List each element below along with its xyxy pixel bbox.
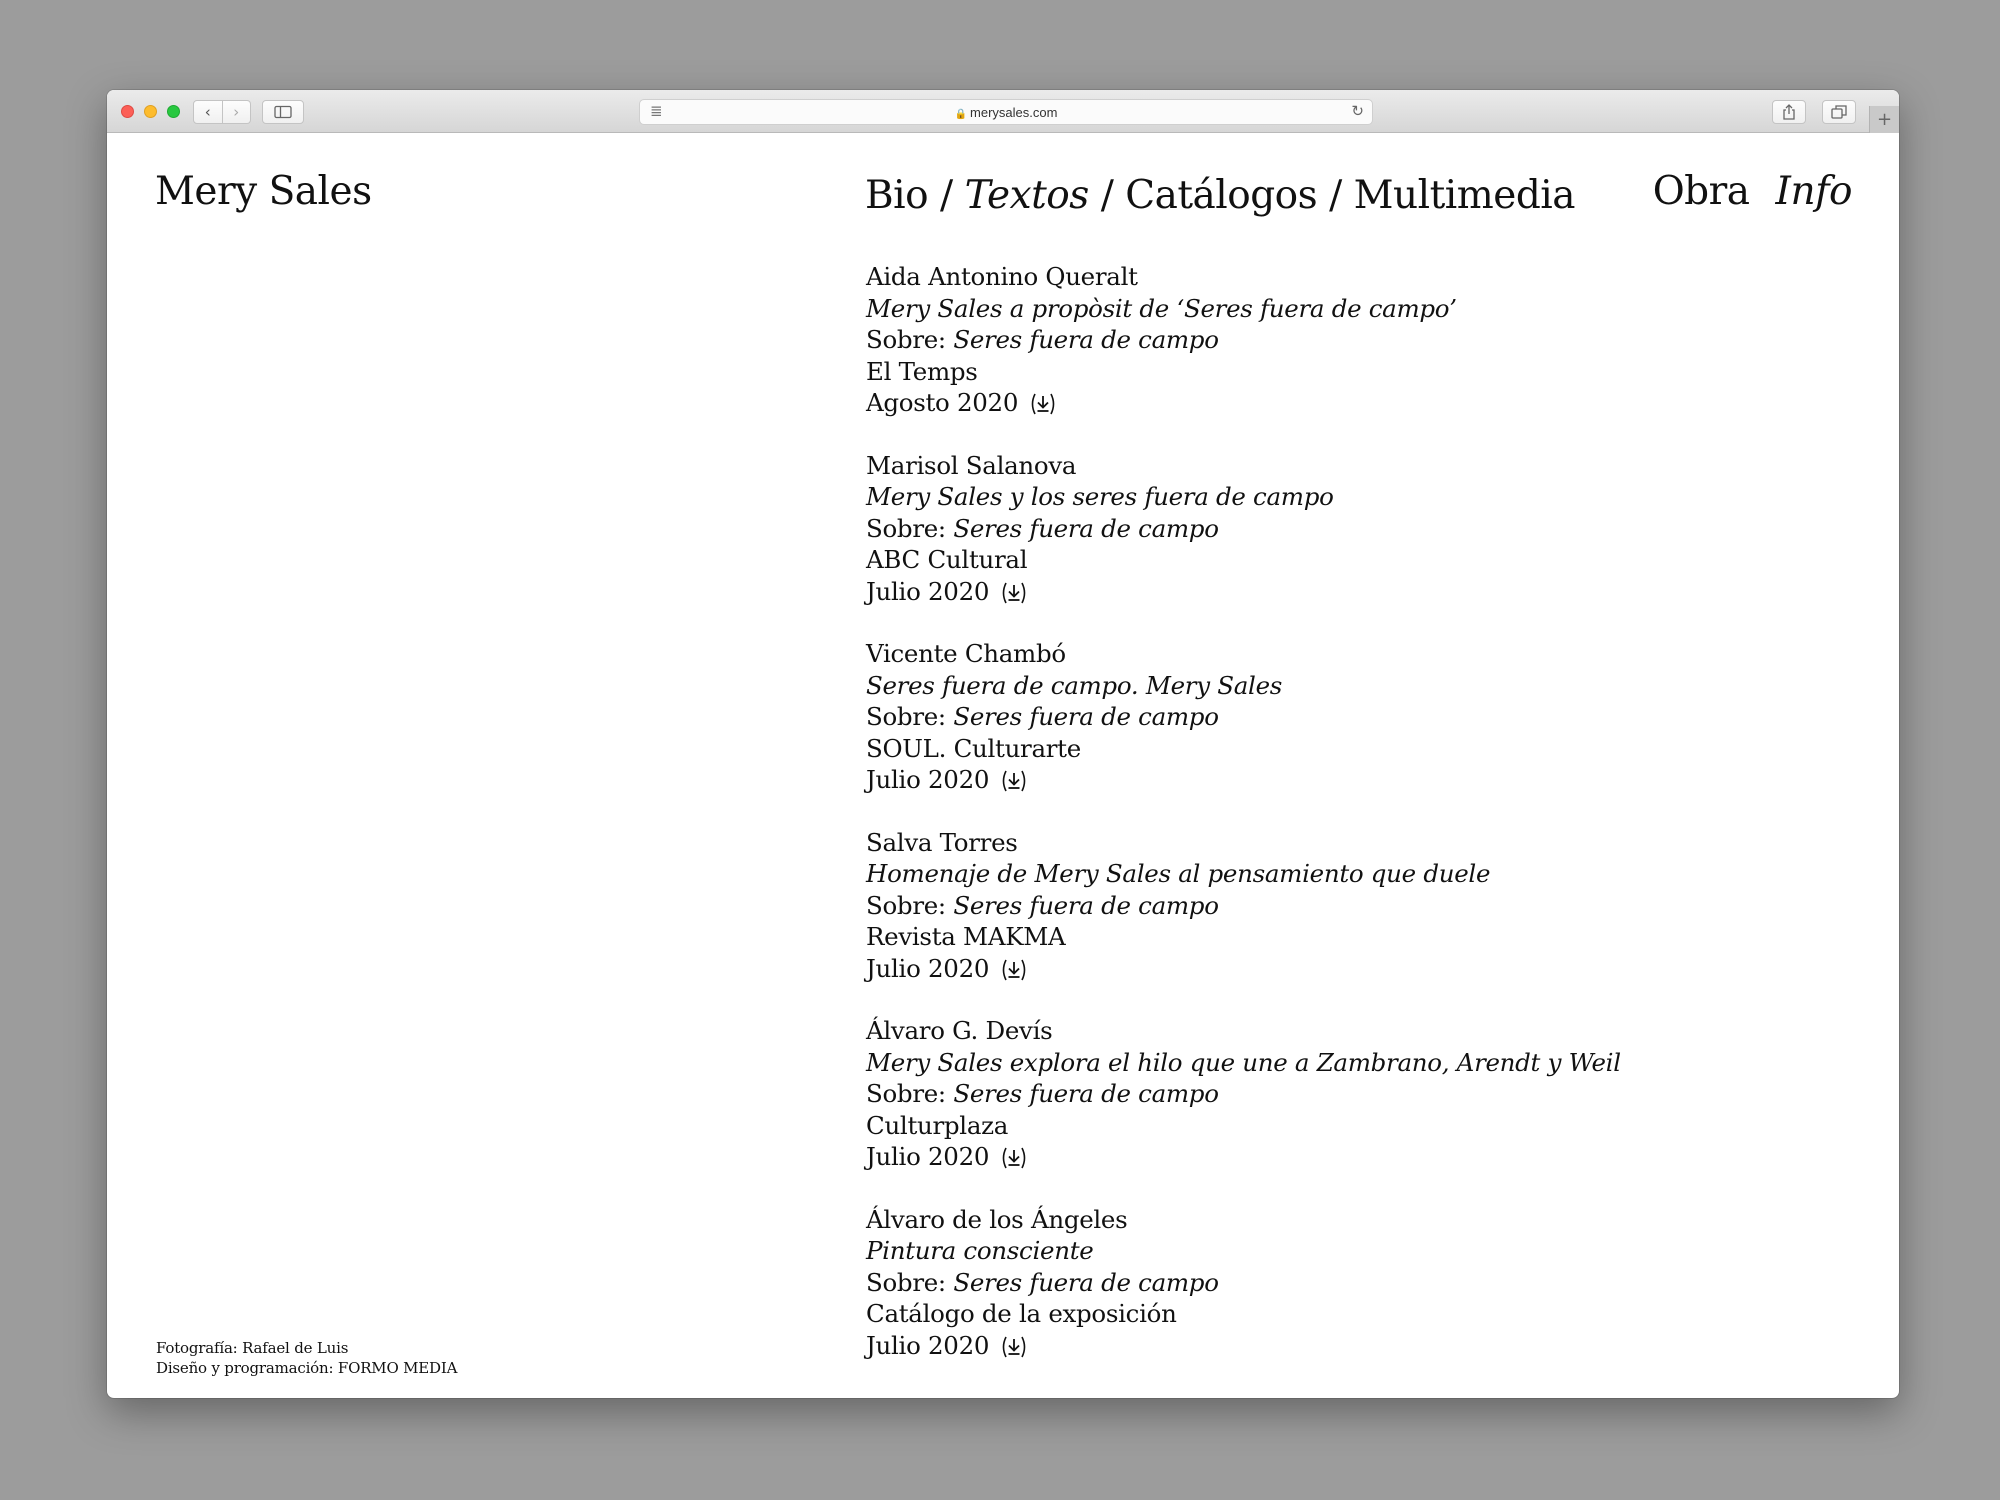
entry-subject-line: [866, 1267, 1806, 1299]
entry-subject: Seres fuera de campo: [953, 325, 1219, 354]
entry-date-line: [866, 576, 1806, 608]
section-subnav: [865, 173, 1575, 218]
subnav-separator: /: [1088, 173, 1126, 218]
zoom-window-button[interactable]: [167, 105, 180, 118]
subnav-separator: /: [1317, 173, 1354, 218]
design-credit: Diseño y programación: FORMO MEDIA: [156, 1359, 458, 1377]
download-icon[interactable]: [999, 769, 1029, 791]
photo-credit: Fotografía: Rafael de Luis: [156, 1339, 349, 1357]
entry-title: Seres fuera de campo. Mery Sales: [866, 670, 1283, 700]
entry-publication: Revista MAKMA: [866, 922, 1066, 951]
text-entry: [866, 261, 1806, 419]
entry-title: Mery Sales explora el hilo que une a Zambrano, Arendt y Weil: [866, 1047, 1621, 1077]
back-button[interactable]: [193, 100, 223, 124]
entry-date: Julio 2020: [866, 765, 990, 794]
subnav-separator: /: [928, 173, 965, 218]
entry-date: Julio 2020: [866, 953, 990, 983]
entry-subject: Seres fuera de campo: [953, 513, 1219, 543]
entry-subject-prefix: Sobre:: [866, 702, 954, 731]
nav-info-link[interactable]: Info: [1775, 169, 1852, 214]
plus-icon: +: [1876, 109, 1893, 130]
entry-subject-line: [866, 513, 1806, 545]
url-display: [640, 105, 1372, 120]
history-nav: [193, 100, 251, 124]
nav-obra-link[interactable]: Obra: [1652, 169, 1750, 214]
subnav-bio-link[interactable]: Bio: [865, 173, 929, 218]
text-entry: [866, 450, 1806, 608]
entry-subject: Seres fuera de campo: [953, 1079, 1219, 1108]
subnav-multimedia-link[interactable]: Multimedia: [1353, 173, 1576, 218]
entry-title: Mery Sales y los seres fuera de campo: [866, 482, 1334, 511]
entry-date-line: [866, 764, 1806, 796]
entry-publication: El Temps: [866, 356, 978, 386]
entry-subject-line: [866, 890, 1806, 922]
forward-button[interactable]: [223, 100, 252, 124]
sidebar-icon: [274, 105, 292, 119]
entry-author: Álvaro G. Devís: [866, 1016, 1053, 1045]
subnav-catalogos-link[interactable]: Catálogos: [1125, 173, 1318, 218]
minimize-window-button[interactable]: [144, 105, 157, 118]
text-entry: [866, 638, 1806, 796]
entry-author: Aida Antonino Queralt: [866, 262, 1138, 291]
reload-icon[interactable]: ↻: [1351, 102, 1364, 120]
download-icon[interactable]: [999, 1335, 1029, 1357]
entry-date-line: [866, 387, 1806, 419]
entry-subject-line: [866, 1078, 1806, 1110]
entry-date: Agosto 2020: [866, 388, 1019, 417]
download-icon[interactable]: [999, 1146, 1029, 1168]
site-title-link[interactable]: Mery Sales: [155, 169, 372, 214]
entry-date-line: [866, 1141, 1806, 1173]
reader-icon[interactable]: ≣: [650, 102, 663, 120]
entry-subject-prefix: Sobre:: [866, 1267, 954, 1297]
entry-author: Marisol Salanova: [866, 450, 1077, 480]
entry-author: Salva Torres: [866, 827, 1018, 857]
entry-subject-line: [866, 324, 1806, 356]
entry-author: Álvaro de los Ángeles: [866, 1204, 1128, 1234]
sidebar-toggle-button[interactable]: [262, 100, 304, 124]
entry-subject: Seres fuera de campo: [953, 1267, 1219, 1297]
close-window-button[interactable]: [121, 105, 134, 118]
chevron-right-icon: ›: [233, 103, 240, 121]
entry-subject-prefix: Sobre:: [866, 1079, 954, 1108]
entry-date: Julio 2020: [866, 1142, 990, 1171]
browser-window: [107, 90, 1899, 1398]
entry-date-line: [866, 953, 1806, 985]
entry-publication: Culturplaza: [866, 1110, 1009, 1140]
tabs-overview-icon: [1831, 105, 1847, 119]
entry-publication: SOUL. Culturarte: [866, 733, 1081, 763]
entry-publication: Catálogo de la exposición: [866, 1299, 1177, 1328]
download-icon[interactable]: [1028, 392, 1058, 414]
entry-title: Homenaje de Mery Sales al pensamiento que duele: [866, 859, 1491, 888]
texts-list: [866, 261, 1806, 1392]
entry-subject-prefix: Sobre:: [866, 513, 954, 543]
url-text: merysales.com: [970, 105, 1058, 120]
text-entry: [866, 1204, 1806, 1362]
entry-date: Julio 2020: [866, 576, 990, 606]
entry-subject: Seres fuera de campo: [953, 702, 1219, 731]
subnav-textos-link[interactable]: Textos: [964, 173, 1089, 218]
text-entry: [866, 827, 1806, 985]
share-icon: [1782, 104, 1796, 120]
text-entry: [866, 1015, 1806, 1173]
entry-publication: ABC Cultural: [866, 545, 1028, 574]
entry-title: Mery Sales a propòsit de ‘Seres fuera de campo’: [866, 293, 1457, 323]
address-bar[interactable]: [639, 99, 1373, 125]
share-button[interactable]: [1772, 100, 1806, 124]
entry-subject-prefix: Sobre:: [866, 325, 954, 354]
browser-toolbar: [107, 90, 1899, 133]
new-tab-button[interactable]: [1869, 106, 1899, 133]
entry-title: Pintura consciente: [866, 1236, 1094, 1265]
entry-author: Vicente Chambó: [866, 639, 1066, 668]
tabs-overview-button[interactable]: [1822, 100, 1856, 124]
download-icon[interactable]: [999, 958, 1029, 980]
web-page: [107, 133, 1899, 1398]
footer-credits: [156, 1338, 457, 1378]
main-nav: [1653, 169, 1852, 214]
entry-date: Julio 2020: [866, 1330, 990, 1360]
entry-date-line: [866, 1330, 1806, 1362]
entry-subject-line: [866, 701, 1806, 733]
entry-subject: Seres fuera de campo: [953, 890, 1219, 920]
download-icon[interactable]: [999, 581, 1029, 603]
chevron-left-icon: ‹: [204, 103, 211, 121]
lock-icon: 🔒: [954, 109, 968, 120]
entry-subject-prefix: Sobre:: [866, 890, 954, 920]
